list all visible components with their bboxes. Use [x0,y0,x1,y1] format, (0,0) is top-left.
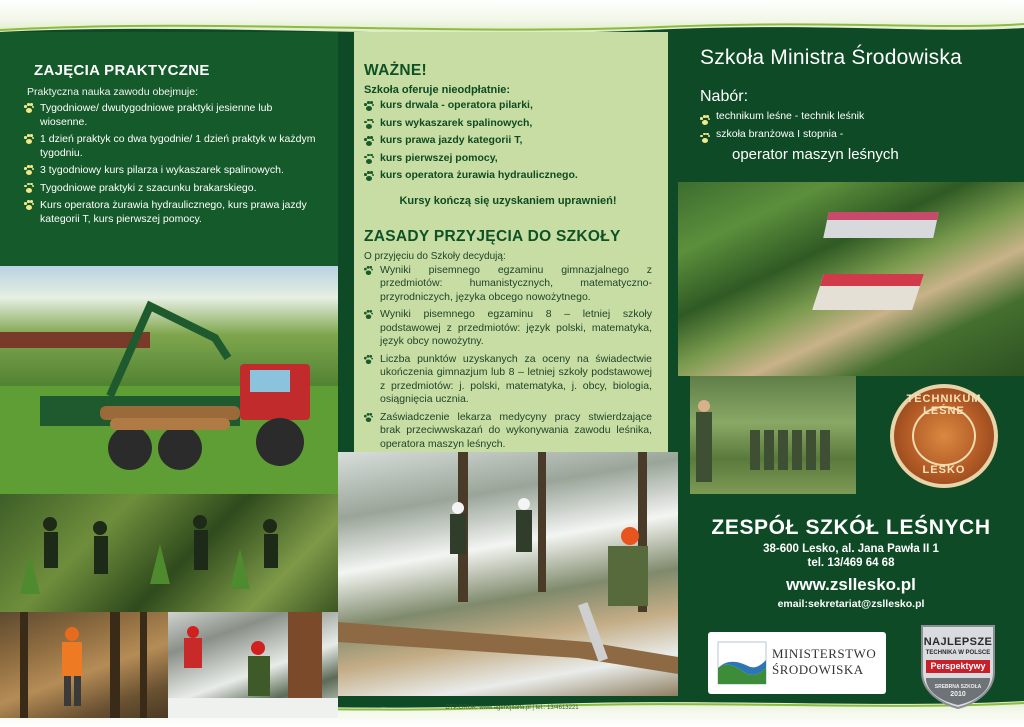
admission-rules-list [364,264,652,469]
important-section [354,32,668,452]
list-item [24,182,320,196]
badge-line2: TECHNIKA W POLSCE [925,650,991,656]
list-item [364,117,652,131]
chainsaw-worker-photo [0,612,168,718]
list-item-text: Tygodniowe/ dwutygodniowe praktyki jesienne lub wiosenne. [40,102,273,128]
recruitment-header [678,32,1024,182]
list-item [364,134,652,148]
list-item-text: technikum leśne - technik leśnik [716,110,865,122]
list-item-text: kurs pierwszej pomocy, [380,151,498,164]
paw-icon [24,103,34,113]
school-website-link[interactable]: www.zsllesko.pl [786,575,916,594]
paw-icon [364,310,372,318]
list-item [700,128,1024,142]
technikum-lesne-seal [890,384,998,488]
seal-top-text: TECHNIKUM LEŚNE [906,393,982,417]
practical-classes-list [24,102,320,226]
list-item [364,99,652,113]
ministry-logo [708,632,886,694]
ministry-name-line1: MINISTERSTWO [772,646,877,661]
list-item [700,110,1024,124]
paw-icon [364,154,374,164]
badge-perspektywy: Perspektywy [926,660,990,673]
badge-line4: SREBRNA SZKOŁA [934,684,982,690]
paw-icon [700,115,710,125]
students-planting-photo [0,494,338,612]
recruitment-continuation: operator maszyn leśnych [732,146,899,163]
seal-bottom-text: LESKO [922,464,966,476]
list-item [24,199,320,226]
list-item [24,164,320,178]
list-item-text: Wyniki pisemnego egzaminu 8 – letniej szkoły podstawowej z przedmiotów: język polski, matematyka, język obcy nowożytny. [380,308,652,347]
right-panel [678,32,1024,696]
paw-icon [364,266,372,274]
print-credits: DTP/DRUK: www.agencjaalfa.pl | tel.: 13/4613221 [445,705,579,711]
ministry-emblem-icon [714,638,770,688]
paw-icon [364,413,372,421]
paw-icon [364,136,374,146]
middle-panel [338,32,678,696]
paw-icon [24,134,34,144]
school-phone: tel. 13/469 64 68 [807,557,895,569]
practical-classes-section [0,32,338,266]
list-item-text: Zaświadczenie lekarza medycyny pracy stwierdzające brak przeciwwskazań do wykonywania zawodu leśnika, operatora maszyn leśnych. [380,410,652,450]
school-email-link[interactable]: email:sekretariat@zsllesko.pl [777,598,925,610]
paw-icon [24,183,34,193]
list-item [364,169,652,183]
left-panel [0,32,338,696]
list-item-text: Kurs operatora żurawia hydraulicznego, kurs prawa jazdy kategorii T, kurs pierwszej pomocy. [40,199,307,225]
school-address: 38-600 Lesko, al. Jana Pawła II 1 [763,543,939,555]
list-item-text: kurs drwala - operatora pilarki, [380,99,533,111]
ministry-name-line2: ŚRODOWISKA [772,662,864,677]
students-ceremony-photo [690,376,856,494]
practical-classes-intro: Praktyczna nauka zawodu obejmuje: [27,86,199,98]
best-technical-schools-badge [918,622,998,710]
list-item [364,308,652,349]
paw-icon [700,133,710,143]
important-title: WAŻNE! [364,62,427,79]
list-item-text: kurs operatora żurawia hydraulicznego. [380,169,578,181]
list-item-text: kurs wykaszarek spalinowych, [380,116,533,129]
paw-icon [24,165,34,175]
practical-classes-title: ZAJĘCIA PRAKTYCZNE [34,62,210,79]
paw-icon [24,200,34,210]
school-title: Szkoła Ministra Środowiska [700,46,962,69]
paw-icon [364,171,374,181]
free-courses-lead: Szkoła oferuje nieodpłatnie: [364,84,511,96]
list-item [364,152,652,166]
list-item [364,411,652,452]
list-item [364,353,652,407]
admission-rules-title: ZASADY PRZYJĘCIA DO SZKOŁY [364,227,621,245]
list-item [24,133,320,160]
school-name: ZESPÓŁ SZKÓŁ LEŚNYCH [711,516,991,539]
list-item-text: Liczba punktów uzyskanych za oceny na świadectwie ukończenia gimnazjum lub 8 – letniej szkoły podstawowej z przedmiotów: j. polski, matematyka, j. obcy, biologia, osiągnięcia ucznia. [380,352,652,405]
list-item-text: 1 dzień praktyk co dwa tygodnie/ 1 dzień praktyk w każdym tygodniu. [40,133,316,159]
free-courses-list [364,99,652,183]
list-item [364,264,652,305]
school-aerial-photo [678,182,1024,376]
certification-note: Kursy kończą się uzyskaniem uprawnień! [399,194,617,207]
admission-rules-intro: O przyjęciu do Szkoły decydują: [364,250,506,262]
forestry-tractor-photo [0,266,338,494]
recruitment-label: Nabór: [700,88,749,105]
list-item-text: Wyniki pisemnego egzaminu gimnazjalnego z przedmiotów: humanistycznych, matematyczno-przyrodniczych, języka obcego nowożytnego. [380,263,652,303]
list-item-text: kurs prawa jazdy kategorii T, [380,134,523,146]
list-item-text: Tygodniowe praktyki z szacunku brakarskiego. [40,181,257,194]
paw-icon [364,119,374,129]
list-item [24,102,320,129]
list-item-text: szkoła branżowa I stopnia - [716,127,844,140]
paw-icon [364,101,374,111]
paw-icon [364,355,372,363]
winter-forest-work-photo [338,452,678,696]
winter-felling-photo [168,612,338,718]
badge-line1: NAJLEPSZE [923,636,993,648]
badge-year: 2010 [950,691,966,698]
recruitment-list [700,110,1024,141]
contact-block [678,516,1024,610]
list-item-text: 3 tygodniowy kurs pilarza i wykaszarek spalinowych. [40,164,284,176]
